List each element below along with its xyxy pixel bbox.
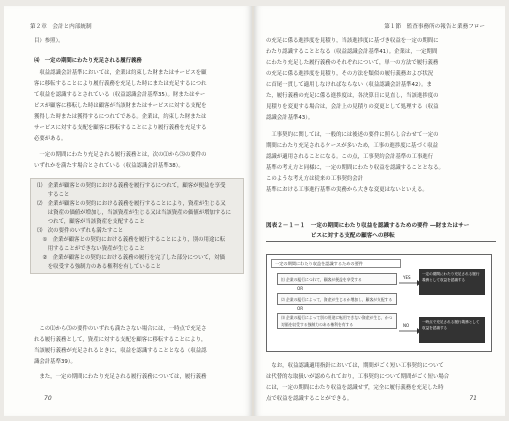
left-p3-line: 識会計基準39）。 <box>34 359 76 365</box>
page-number-right: 71 <box>469 395 477 402</box>
yes-label: YES <box>403 275 411 280</box>
left-page <box>4 6 252 416</box>
left-p1-line: 客に移転することにより履行義務を充足した時にまたは充足するにつれ <box>34 81 207 87</box>
requirement-line: ⑴ 企業が顧客との契約における義務を履行するにつれて，顧客が便益を享受 <box>37 183 226 189</box>
requirements-box <box>30 178 244 274</box>
left-p3-line: この⑴から⑶の要件のいずれも満たさない場合には，一時点で充足さ <box>34 326 207 332</box>
right-p2-line: 認識が適用されることになる。この点，工事契約会計基準の工事進行 <box>266 154 434 160</box>
right-p1-line: の充足に係る進捗度を見積り，当該進捗度に基づき収益を一定の期間に <box>266 38 439 44</box>
right-p2-line: 期間にわたり充足されるケースが多いため，工事の進捗度に基づく収益 <box>266 143 439 149</box>
left-p1-line: 必要がある。 <box>34 136 67 142</box>
left-p2-line: 一定の期間にわたり充足される履行義務とは，次の⑴から⑶の要件の <box>34 152 207 158</box>
requirement-line: は資産の価値が増加し，当該資産が生じる又は当該資産の価値が増加するに <box>37 210 232 216</box>
left-p2-line: いずれかを満たす場合とされている（収益認識会計基準38）。 <box>34 163 184 169</box>
condition-box: ⑴ 企業の履行につれて，顧客が便益を享受する <box>277 273 397 285</box>
right-p1-line: の充足に係る進捗度を見積り，その方法を類似の履行義務および状況 <box>266 71 434 77</box>
left-p1-line: 獲得した時または獲得するにつれてである。企業は，約束した財または <box>34 114 207 120</box>
right-p1-line: 認識会計基準43）。 <box>266 115 314 121</box>
figure-title <box>266 221 496 242</box>
requirement-line: すること <box>37 192 70 198</box>
right-p1-line: に首尾一貫して適用しなければならない（収益認識会計基準42）。ま <box>266 82 432 88</box>
right-p1-line: にわたり充足した履行義務のそれぞれについて，単一の方法で履行義務 <box>266 60 439 66</box>
right-p2-line: 基準の考え方と同様に，一定の期間にわたり収益を認識することとなる。 <box>266 165 444 171</box>
right-p3-line: には，一定の期間にわたり収益を認識せず，完全に履行義務を充足した時 <box>266 385 444 391</box>
condition-box: ⑵ 企業の履行によって，資産が生じるか増加し，顧客が支配する <box>277 293 397 305</box>
right-p3-line: 点で収益を認識することができる。 <box>266 396 353 402</box>
right-p3-line: なお，収益認識適用指針においては，期間がごく短い工事契約について <box>266 363 444 369</box>
left-p1-line: サービスに対する支配を顧客に移転することにより履行義務を充足する <box>34 125 207 131</box>
or-label: OR <box>297 306 304 311</box>
figure-title-line: ビスに対する支配の顧客への移転 <box>266 231 496 242</box>
diagram-title: 一定の期間にわたり収益を認識するための要件 <box>271 259 401 268</box>
page-number-left: 70 <box>44 395 52 402</box>
right-p2-line: このような考え方は従来の工事契約会計 <box>266 176 364 182</box>
left-top-line: 目）参照）。 <box>34 38 64 44</box>
left-p1-line: ビスが顧客に移転した時は顧客が当該財またはサービスに対する支配を <box>34 103 207 109</box>
left-page-header: 第２章 会計と内部統制 <box>30 24 92 30</box>
right-p1-line: わたり認識することとなる（収益認識会計基準41）。企業は，一定期間 <box>266 49 438 55</box>
requirement-line: ⑵ 企業が顧客との契約における義務を履行することにより，資産が生じる又 <box>37 201 226 207</box>
or-label: OR <box>297 286 304 291</box>
right-p1-line: 見積りを変更する場合は，会計上の見積りの変更として処理する（収益 <box>266 104 439 110</box>
left-p1-line: 収益認識会計基準においては，企業は約束した財またはサービスを顧 <box>34 70 207 76</box>
right-p1-line: た，履行義務の充足に係る進捗度は，各決算日に見直し，当該進捗度の <box>266 93 439 99</box>
right-page-header: 第１節 監査事務所の報告と業務フロー <box>384 24 485 30</box>
requirement-line: ② 企業が顧客との契約における義務の履行を完了した部分について，対価 <box>37 255 225 261</box>
left-p1-line: て収益を認識するとされている（収益認識会計基準35）。財またはサー <box>34 92 206 98</box>
condition-box: ⑶ 企業の履行によって別の用途に転用できない資産が生じ，かつ対価を収受する強制力のある権利を有する <box>277 313 397 329</box>
requirement-line: つれて，顧客が当該資産を支配すること <box>37 219 145 225</box>
requirement-line: ⑶ 次の要件のいずれも満たすこと <box>37 228 124 234</box>
right-p3-line: は代替的な取扱いが認められており，工事契約について期間がごく短い場合 <box>266 374 450 380</box>
requirements-flow-diagram <box>266 254 492 352</box>
result-box-yes: 一定の期間にわたり充足される履行義務として収益を認識する <box>419 269 485 295</box>
requirement-line: を収受する強制力のある権利を有していること <box>37 264 161 270</box>
right-p2-line: 工事契約に関しては，一般的には後述の要件に照らし合わせて一定の <box>266 132 439 138</box>
right-page <box>254 6 505 416</box>
no-label: NO <box>403 323 410 328</box>
left-p3-line: 当該履行義務が充足されるときに，収益を認識することとなる（収益認 <box>34 348 207 354</box>
requirement-line: ① 企業が顧客との契約における義務を履行することにより，別の用途に転 <box>37 237 226 243</box>
left-p3-line: また，一定の期間にわたり充足される履行義務については，履行義務 <box>34 374 207 380</box>
result-box-no: 一時点で充足される履行義務として収益を認識する <box>419 317 485 343</box>
section-heading: ⑷ 一定の期間にわたり充足される履行義務 <box>34 58 142 64</box>
requirement-line: 用することができない資産が生じること <box>37 246 145 252</box>
figure-title-line: 図表２－１－１ 一定の期間にわたり収益を認識するための要件 ―財またはサー <box>266 223 470 229</box>
right-p2-line: 基準における工事進行基準の実務から大きな変更はないといえる。 <box>266 187 428 193</box>
left-p3-line: れる履行義務として，資産に対する支配を顧客に移転することにより， <box>34 337 207 343</box>
